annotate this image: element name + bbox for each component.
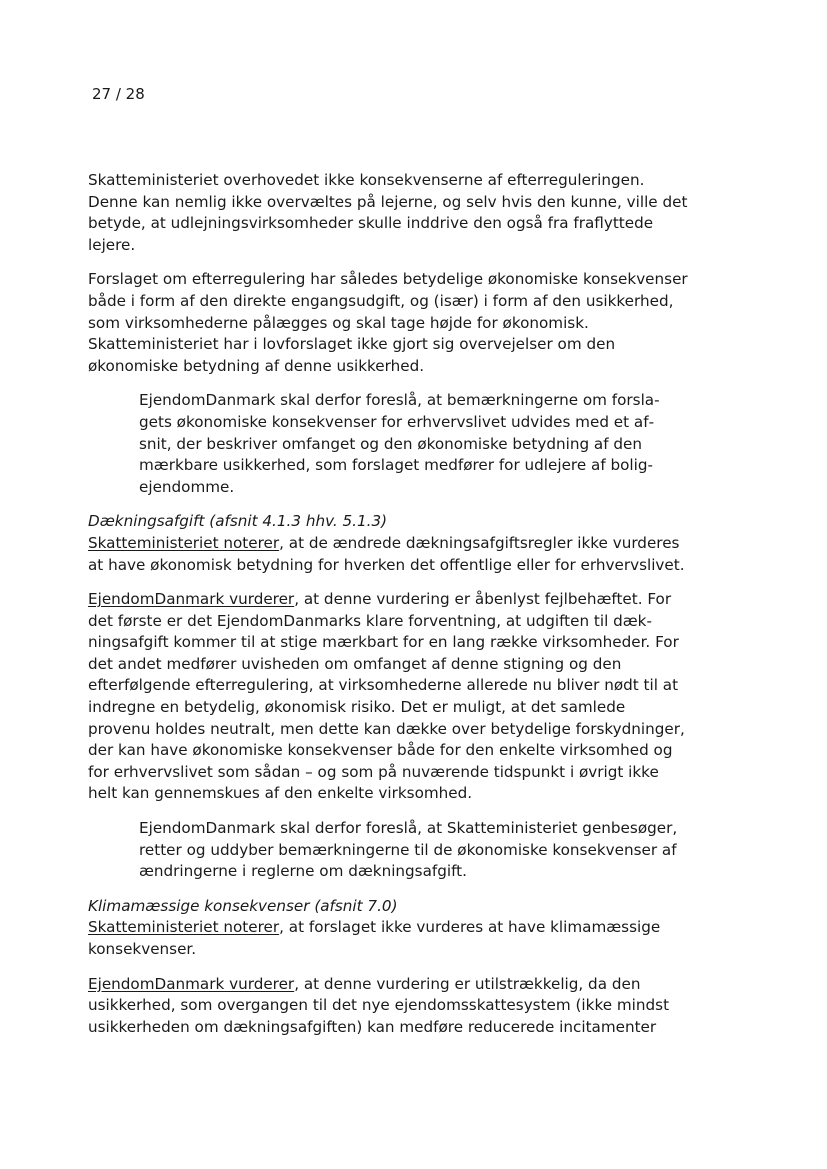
paragraph-text: , at forslaget ikke vurderes at have klimamæssige konsekvenser. (88, 918, 661, 958)
paragraph-ministry-notes-2 (88, 917, 688, 960)
proposal-block-daekningsafgift: EjendomDanmark skal derfor foreslå, at Skatteministeriet genbesøger, retter og uddyber bemærkningerne til de økonomiske konsekvenser af ændringerne i reglerne om dækningsafgift. (139, 819, 678, 881)
underlined-lead: Skatteministeriet noterer (88, 918, 280, 937)
paragraph-ministry-notes-1 (88, 533, 688, 576)
document-body (88, 170, 688, 1051)
paragraph-text: , at de ændrede dækningsafgiftsregler ikke vurderes at have økonomisk betydning for hverken det offentlige eller for erhvervslivet. (88, 533, 685, 574)
paragraph-ejendomdanmark-assessment-1 (88, 589, 688, 805)
paragraph-text: , at denne vurdering er utilstrækkelig, da den usikkerhed, som overgangen til det nye ejendomsskattesystem (ikke mindst usikkerheden om dækningsafgiften) kan medføre reducerede incitamenter (88, 974, 670, 1036)
section-daekningsafgift (88, 511, 688, 576)
page-number: 27 / 28 (92, 85, 145, 103)
paragraph-text: , at denne vurdering er åbenlyst fejlbehæftet. For det første er det EjendomDanmarks klare forventning, at udgiften til dækningsafgift kommer til at stige mærkbart for en lang række virksomheder. For det andet medfører uvisheden om omfanget af denne stigning og den efterfølgende efterregulering, at virksomhederne allerede nu bliver nødt til at indregne en betydelig, økonomisk risiko. Det er muligt, at det samlede provenu holdes neutralt, men dette kan dække over betydelige forskydninger, der kan have økonomiske konsekvenser både for den enkelte virksomhed og for erhvervslivet som sådan – og som på nuværende tidspunkt i øvrigt ikke helt kan gennemskues af den enkelte virksomhed. (88, 590, 685, 803)
paragraph-ejendomdanmark-assessment-2 (88, 974, 688, 1039)
paragraph-economic-consequences: Forslaget om efterregulering har således betydelige økonomiske konsekvenser både i form af den direkte engangsudgift, og (især) i form af den usikkerhed, som virksomhederne pålægges og skal tage højde for økonomisk. Skatteministeriet har i lovforslaget ikke gjort sig overvejelser om den økonomiske betydning af denne usikkerhed. (88, 270, 688, 375)
underlined-lead: EjendomDanmark vurderer (88, 590, 295, 609)
paragraph-efterregulering-consequences: Skatteministeriet overhovedet ikke konsekvenserne af efterreguleringen. Denne kan nemlig ikke overvæltes på lejerne, og selv hvis den kunne, ville det betyde, at udlejningsvirksomheder skulle inddrive den også fra fraflyttede lejere. (88, 171, 688, 254)
section-heading-klima: Klimamæssige konsekvenser (afsnit 7.0) (88, 896, 398, 915)
section-heading-daekningsafgift: Dækningsafgift (afsnit 4.1.3 hhv. 5.1.3) (88, 512, 388, 531)
section-klima (88, 896, 688, 961)
underlined-lead: EjendomDanmark vurderer (88, 974, 295, 993)
proposal-block-economic: EjendomDanmark skal derfor foreslå, at bemærkningerne om forslagets økonomiske konsekvenser for erhvervslivet udvides med et afsnit, der beskriver omfanget og den økonomiske betydning af den mærkbare usikkerhed, som forslaget medfører for udlejere af boligejendomme. (139, 391, 660, 496)
underlined-lead: Skatteministeriet noterer (88, 533, 280, 552)
